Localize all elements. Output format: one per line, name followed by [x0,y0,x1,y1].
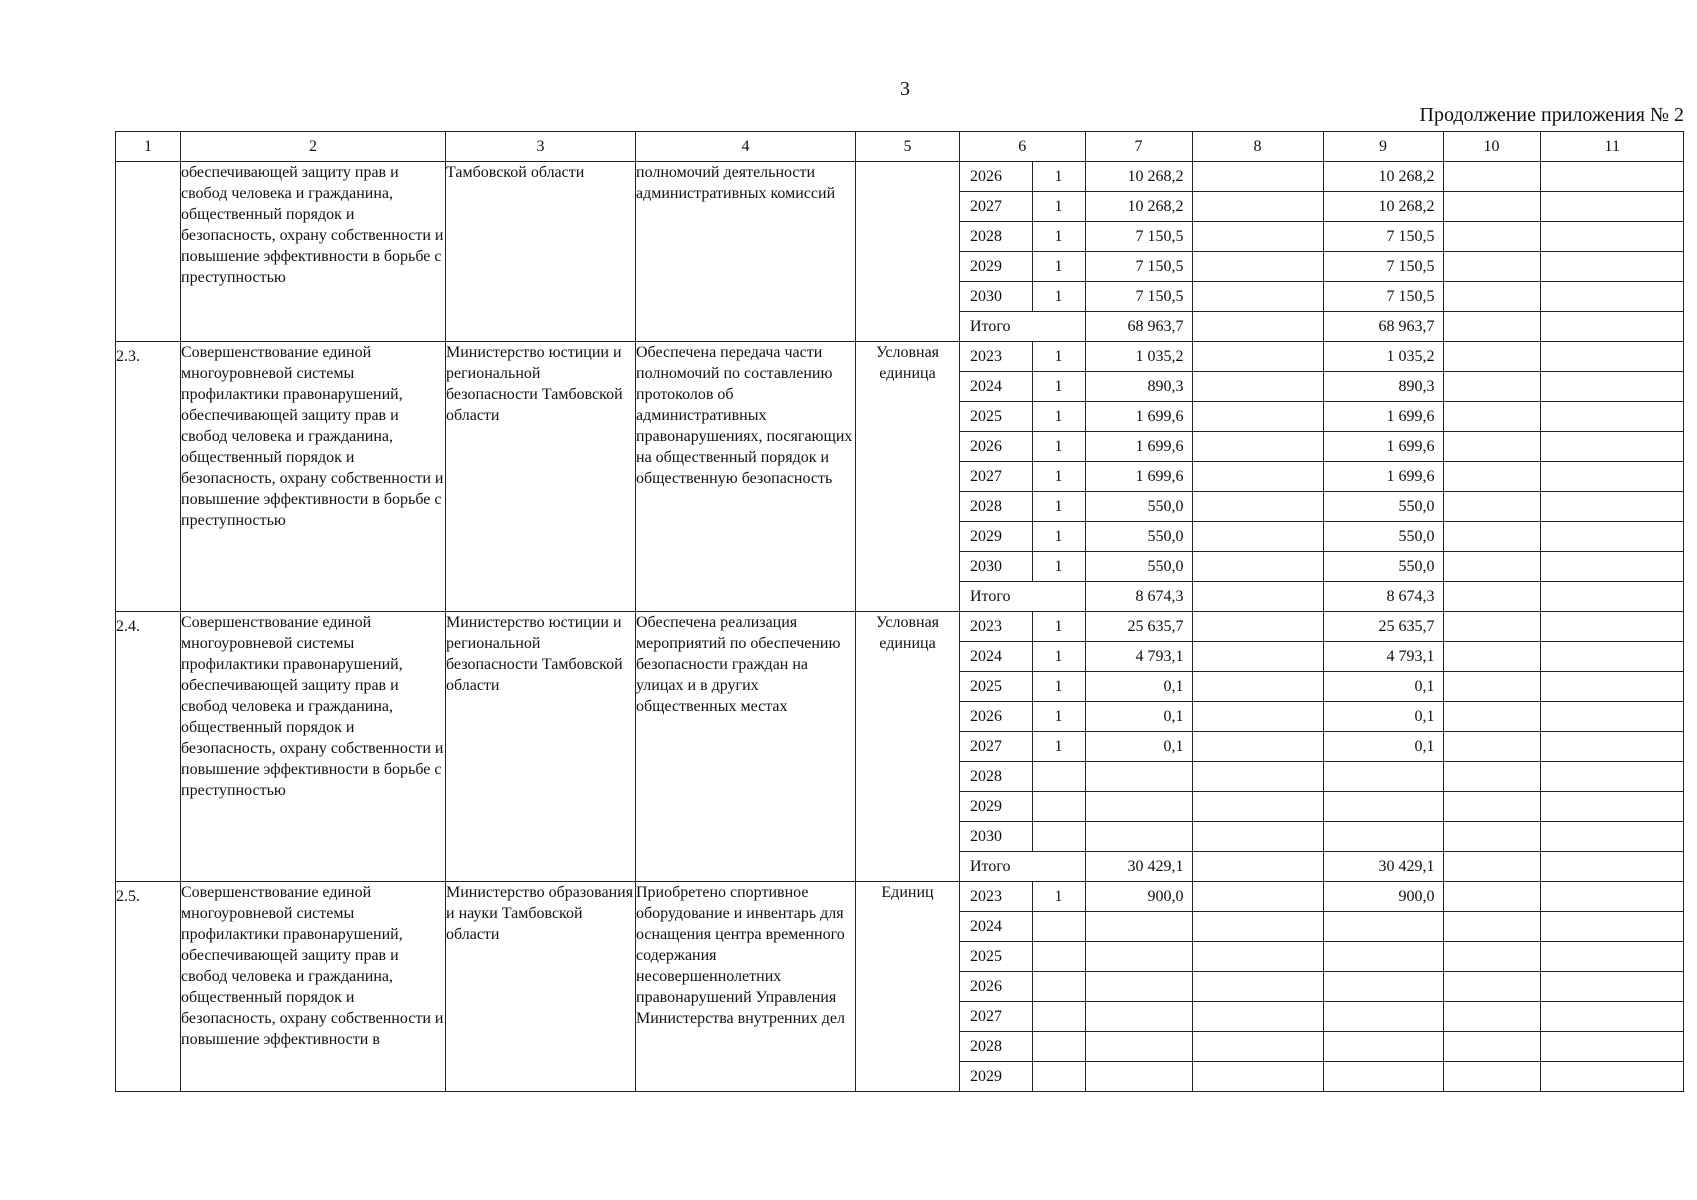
header-col-7: 7 [1085,132,1192,161]
row-yearly-values [960,162,1684,342]
col-9-cell: 550,0 [1323,552,1443,582]
col-10-cell [1443,252,1540,282]
col-9-cell [1323,762,1443,792]
col-6-cell [1032,1002,1085,1032]
col-10-cell [1443,372,1540,402]
year-row [960,252,1684,282]
col-7-cell [1085,912,1192,942]
col-11-cell [1540,552,1684,582]
total-col-10 [1443,582,1540,612]
total-col-7: 8 674,3 [1085,582,1192,612]
col-9-cell: 1 699,6 [1323,402,1443,432]
year-cell: 2028 [960,1032,1032,1062]
col-6-cell: 1 [1032,222,1085,252]
col-7-cell: 7 150,5 [1085,222,1192,252]
col-10-cell [1443,162,1540,192]
col-11-cell [1540,1032,1684,1062]
col-9-cell: 1 699,6 [1323,462,1443,492]
col-8-cell [1192,402,1323,432]
col-10-cell [1443,912,1540,942]
col-9-cell [1323,972,1443,1002]
row-goal: Совершенствование единой многоуровневой системы профилактики правонарушений, обеспечивающей защиту прав и свобод человека и гражданина, общественный порядок и безопасность, охрану собственности и повышение эффективности в борьбе с преступностью [181,342,446,612]
col-8-cell [1192,372,1323,402]
col-9-cell: 0,1 [1323,702,1443,732]
year-row [960,522,1684,552]
year-row [960,792,1684,822]
row-yearly-values [960,612,1684,882]
col-6-cell: 1 [1032,402,1085,432]
col-7-cell [1085,942,1192,972]
year-cell: 2028 [960,492,1032,522]
col-8-cell [1192,432,1323,462]
header-col-5: 5 [856,132,960,162]
year-cell: 2029 [960,252,1032,282]
col-9-cell: 7 150,5 [1323,282,1443,312]
col-9-cell: 25 635,7 [1323,612,1443,642]
col-9-cell [1323,942,1443,972]
year-cell: 2023 [960,342,1032,372]
col-10-cell [1443,1062,1540,1092]
year-row [960,282,1684,312]
year-row [960,672,1684,702]
col-8-cell [1192,342,1323,372]
col-9-cell: 10 268,2 [1323,162,1443,192]
total-col-10 [1443,852,1540,882]
year-cell: 2026 [960,972,1032,1002]
col-11-cell [1540,882,1684,912]
header-col-10: 10 [1443,132,1540,161]
col-6-cell [1032,792,1085,822]
col-8-cell [1192,1062,1323,1092]
year-row [960,1062,1684,1092]
col-6-cell [1032,942,1085,972]
year-cell: 2028 [960,222,1032,252]
page-number: 3 [900,78,910,100]
table-row [116,342,1684,612]
col-7-cell [1085,1062,1192,1092]
col-10-cell [1443,942,1540,972]
year-cell: 2028 [960,762,1032,792]
row-goal: Совершенствование единой многоуровневой системы профилактики правонарушений, обеспечивающей защиту прав и свобод человека и гражданина, общественный порядок и безопасность, охрану собственности и повышение эффективности в [181,882,446,1092]
col-8-cell [1192,882,1323,912]
col-11-cell [1540,342,1684,372]
col-11-cell [1540,702,1684,732]
col-9-cell: 0,1 [1323,672,1443,702]
col-10-cell [1443,342,1540,372]
col-7-cell: 10 268,2 [1085,162,1192,192]
col-11-cell [1540,672,1684,702]
col-8-cell [1192,462,1323,492]
col-6-cell: 1 [1032,672,1085,702]
year-cell: 2024 [960,642,1032,672]
col-7-cell: 890,3 [1085,372,1192,402]
row-unit [856,162,960,342]
col-7-cell [1085,822,1192,852]
col-6-cell: 1 [1032,552,1085,582]
year-row [960,192,1684,222]
col-6-cell: 1 [1032,522,1085,552]
col-7-cell: 1 699,6 [1085,462,1192,492]
col-11-cell [1540,522,1684,552]
header-col-1: 1 [116,132,181,162]
row-number: 2.5. [116,882,181,1092]
col-10-cell [1443,882,1540,912]
col-11-cell [1540,372,1684,402]
col-10-cell [1443,792,1540,822]
col-10-cell [1443,432,1540,462]
col-7-cell: 550,0 [1085,552,1192,582]
table-row [116,162,1684,342]
year-row [960,492,1684,522]
table-row [116,612,1684,882]
col-6-cell: 1 [1032,612,1085,642]
total-col-7: 30 429,1 [1085,852,1192,882]
col-10-cell [1443,732,1540,762]
row-result: полномочий деятельности административных комиссий [636,162,856,342]
year-cell: 2024 [960,372,1032,402]
year-row [960,402,1684,432]
col-8-cell [1192,492,1323,522]
year-row [960,1002,1684,1032]
col-11-cell [1540,942,1684,972]
header-row [116,132,1684,162]
row-yearly-values [960,882,1684,1092]
col-6-cell: 1 [1032,162,1085,192]
header-cols-6-11 [960,132,1684,162]
col-11-cell [1540,492,1684,522]
row-goal: Совершенствование единой многоуровневой системы профилактики правонарушений, обеспечивающей защиту прав и свобод человека и гражданина, общественный порядок и безопасность, охрану собственности и повышение эффективности в борьбе с преступностью [181,612,446,882]
year-cell: 2023 [960,882,1032,912]
col-7-cell: 10 268,2 [1085,192,1192,222]
year-row [960,972,1684,1002]
col-10-cell [1443,672,1540,702]
col-9-cell: 7 150,5 [1323,252,1443,282]
year-row [960,882,1684,912]
row-result: Обеспечена передача части полномочий по составлению протоколов об административных правонарушениях, посягающих на общественный порядок и общественную безопасность [636,342,856,612]
continuation-note: Продолжение приложения № 2 [1419,104,1684,126]
total-col-7: 68 963,7 [1085,312,1192,342]
col-6-cell: 1 [1032,462,1085,492]
col-9-cell: 550,0 [1323,522,1443,552]
total-row [960,312,1684,342]
year-row [960,432,1684,462]
col-8-cell [1192,942,1323,972]
row-unit: Условная единица [856,612,960,882]
row-unit: Условная единица [856,342,960,612]
col-9-cell [1323,1032,1443,1062]
year-row [960,342,1684,372]
year-row [960,822,1684,852]
year-row [960,372,1684,402]
col-10-cell [1443,282,1540,312]
year-cell: 2023 [960,612,1032,642]
header-col-3: 3 [446,132,636,162]
year-row [960,552,1684,582]
col-8-cell [1192,522,1323,552]
year-cell: 2027 [960,462,1032,492]
col-8-cell [1192,162,1323,192]
col-6-cell [1032,1032,1085,1062]
col-10-cell [1443,1032,1540,1062]
total-col-8 [1192,852,1323,882]
col-11-cell [1540,612,1684,642]
year-cell: 2026 [960,162,1032,192]
col-9-cell: 0,1 [1323,732,1443,762]
col-6-cell: 1 [1032,882,1085,912]
col-6-cell: 1 [1032,252,1085,282]
total-col-8 [1192,582,1323,612]
year-cell: 2029 [970,1068,1002,1085]
col-11-cell [1540,822,1684,852]
year-cell: 2029 [960,792,1032,822]
year-cell: 2025 [960,672,1032,702]
col-9-cell: 1 699,6 [1323,432,1443,462]
row-number [116,162,181,342]
col-7-cell: 1 699,6 [1085,402,1192,432]
year-cell: 2027 [960,192,1032,222]
table-row [116,882,1684,1092]
total-col-11 [1540,582,1684,612]
total-col-11 [1540,852,1684,882]
col-8-cell [1192,762,1323,792]
col-7-cell [1085,792,1192,822]
col-8-cell [1192,642,1323,672]
row-yearly-values [960,342,1684,612]
col-10-cell [1443,762,1540,792]
row-executor: Министерство юстиции и региональной безопасности Тамбовской области [446,342,636,612]
col-7-cell: 25 635,7 [1085,612,1192,642]
col-8-cell [1192,732,1323,762]
year-cell: 2024 [960,912,1032,942]
col-8-cell [1192,192,1323,222]
col-10-cell [1443,192,1540,222]
year-row [960,1032,1684,1062]
col-11-cell [1540,762,1684,792]
year-cell: 2026 [960,702,1032,732]
col-6-cell [1032,972,1085,1002]
col-6-cell [1032,822,1085,852]
col-7-cell: 1 699,6 [1085,432,1192,462]
year-row [960,162,1684,192]
year-row [960,462,1684,492]
col-6-cell [1032,1062,1085,1092]
col-8-cell [1192,282,1323,312]
col-8-cell [1192,822,1323,852]
col-11-cell [1540,432,1684,462]
col-11-cell [1540,1002,1684,1032]
col-6-cell: 1 [1032,492,1085,522]
col-11-cell [1540,792,1684,822]
col-6-cell: 1 [1032,192,1085,222]
col-7-cell: 0,1 [1085,702,1192,732]
col-9-cell: 1 035,2 [1323,342,1443,372]
col-9-cell [1323,1002,1443,1032]
col-10-cell [1443,522,1540,552]
col-9-cell: 10 268,2 [1323,192,1443,222]
col-10-cell [1443,972,1540,1002]
col-8-cell [1192,612,1323,642]
col-11-cell [1540,642,1684,672]
row-number: 2.4. [116,612,181,882]
col-7-cell [1085,1032,1192,1062]
col-7-cell: 1 035,2 [1085,342,1192,372]
total-col-11 [1540,312,1684,342]
year-cell: 2030 [960,822,1032,852]
header-col-6: 6 [1018,138,1027,155]
col-6-cell [1032,912,1085,942]
total-col-10 [1443,312,1540,342]
header-col-4: 4 [636,132,856,162]
col-6-cell: 1 [1032,642,1085,672]
col-9-cell [1323,1062,1443,1092]
row-goal: обеспечивающей защиту прав и свобод человека и гражданина, общественный порядок и безопасность, охрану собственности и повышение эффективности в борьбе с преступностью [181,162,446,342]
col-9-cell [1323,912,1443,942]
col-11-cell [1540,462,1684,492]
col-10-cell [1443,222,1540,252]
total-col-8 [1192,312,1323,342]
total-row [960,852,1684,882]
row-executor: Тамбовской области [446,162,636,342]
col-10-cell [1443,402,1540,432]
year-row [960,732,1684,762]
col-8-cell [1192,222,1323,252]
year-cell: 2025 [960,402,1032,432]
col-8-cell [1192,1002,1323,1032]
col-6-cell: 1 [1032,702,1085,732]
budget-table [115,131,1684,1092]
col-10-cell [1443,642,1540,672]
col-7-cell [1085,972,1192,1002]
year-row [960,642,1684,672]
col-11-cell [1540,282,1684,312]
col-11-cell [1540,162,1684,192]
year-cell: 2027 [960,1002,1032,1032]
col-9-cell: 4 793,1 [1323,642,1443,672]
col-6-cell: 1 [1032,342,1085,372]
total-label: Итого [970,318,1011,335]
total-label: Итого [970,858,1011,875]
header-col-9: 9 [1323,132,1443,161]
col-10-cell [1443,702,1540,732]
col-7-cell: 4 793,1 [1085,642,1192,672]
col-7-cell: 7 150,5 [1085,252,1192,282]
col-11-cell [1540,912,1684,942]
year-cell: 2030 [960,282,1032,312]
col-8-cell [1192,972,1323,1002]
col-10-cell [1443,822,1540,852]
col-11-cell [1540,402,1684,432]
col-9-cell: 7 150,5 [1323,222,1443,252]
col-9-cell [1323,822,1443,852]
col-6-cell: 1 [1032,372,1085,402]
col-11-cell [1540,972,1684,1002]
row-result: Обеспечена реализация мероприятий по обеспечению безопасности граждан на улицах и в других общественных местах [636,612,856,882]
col-7-cell: 0,1 [1085,732,1192,762]
year-row [960,762,1684,792]
col-7-cell: 550,0 [1085,492,1192,522]
header-col-8: 8 [1192,132,1323,161]
year-cell: 2027 [960,732,1032,762]
col-11-cell [1540,1062,1684,1092]
col-9-cell: 900,0 [1323,882,1443,912]
total-col-9: 8 674,3 [1323,582,1443,612]
col-6-cell [1032,762,1085,792]
col-10-cell [1443,492,1540,522]
col-7-cell: 0,1 [1085,672,1192,702]
col-10-cell [1443,1002,1540,1032]
col-7-cell [1085,1002,1192,1032]
year-cell: 2029 [960,522,1032,552]
year-row [960,702,1684,732]
col-11-cell [1540,222,1684,252]
col-8-cell [1192,702,1323,732]
col-9-cell: 890,3 [1323,372,1443,402]
year-row [960,222,1684,252]
col-10-cell [1443,552,1540,582]
col-8-cell [1192,252,1323,282]
year-row [960,912,1684,942]
row-unit: Единиц [856,882,960,1092]
col-10-cell [1443,462,1540,492]
header-col-2: 2 [181,132,446,162]
col-8-cell [1192,792,1323,822]
year-cell: 2026 [960,432,1032,462]
header-col-11: 11 [1540,132,1684,161]
row-result: Приобретено спортивное оборудование и инвентарь для оснащения центра временного содержания несовершеннолетних правонарушений Управления Министерства внутренних дел [636,882,856,1092]
col-8-cell [1192,672,1323,702]
col-7-cell: 550,0 [1085,522,1192,552]
row-number: 2.3. [116,342,181,612]
col-11-cell [1540,732,1684,762]
col-9-cell: 550,0 [1323,492,1443,522]
row-executor: Министерство образования и науки Тамбовской области [446,882,636,1092]
col-6-cell: 1 [1032,282,1085,312]
col-7-cell [1085,762,1192,792]
year-cell: 2025 [960,942,1032,972]
col-8-cell [1192,1032,1323,1062]
total-row [960,582,1684,612]
col-11-cell [1540,192,1684,222]
col-7-cell: 7 150,5 [1085,282,1192,312]
col-8-cell [1192,912,1323,942]
row-executor: Министерство юстиции и региональной безопасности Тамбовской области [446,612,636,882]
total-col-9: 68 963,7 [1323,312,1443,342]
year-row [960,942,1684,972]
year-row [960,612,1684,642]
col-6-cell: 1 [1032,432,1085,462]
total-col-9: 30 429,1 [1323,852,1443,882]
col-9-cell [1323,792,1443,822]
col-10-cell [1443,612,1540,642]
col-7-cell: 900,0 [1085,882,1192,912]
col-8-cell [1192,552,1323,582]
col-11-cell [1540,252,1684,282]
total-label: Итого [970,588,1011,605]
col-6-cell: 1 [1032,732,1085,762]
year-cell: 2030 [960,552,1032,582]
